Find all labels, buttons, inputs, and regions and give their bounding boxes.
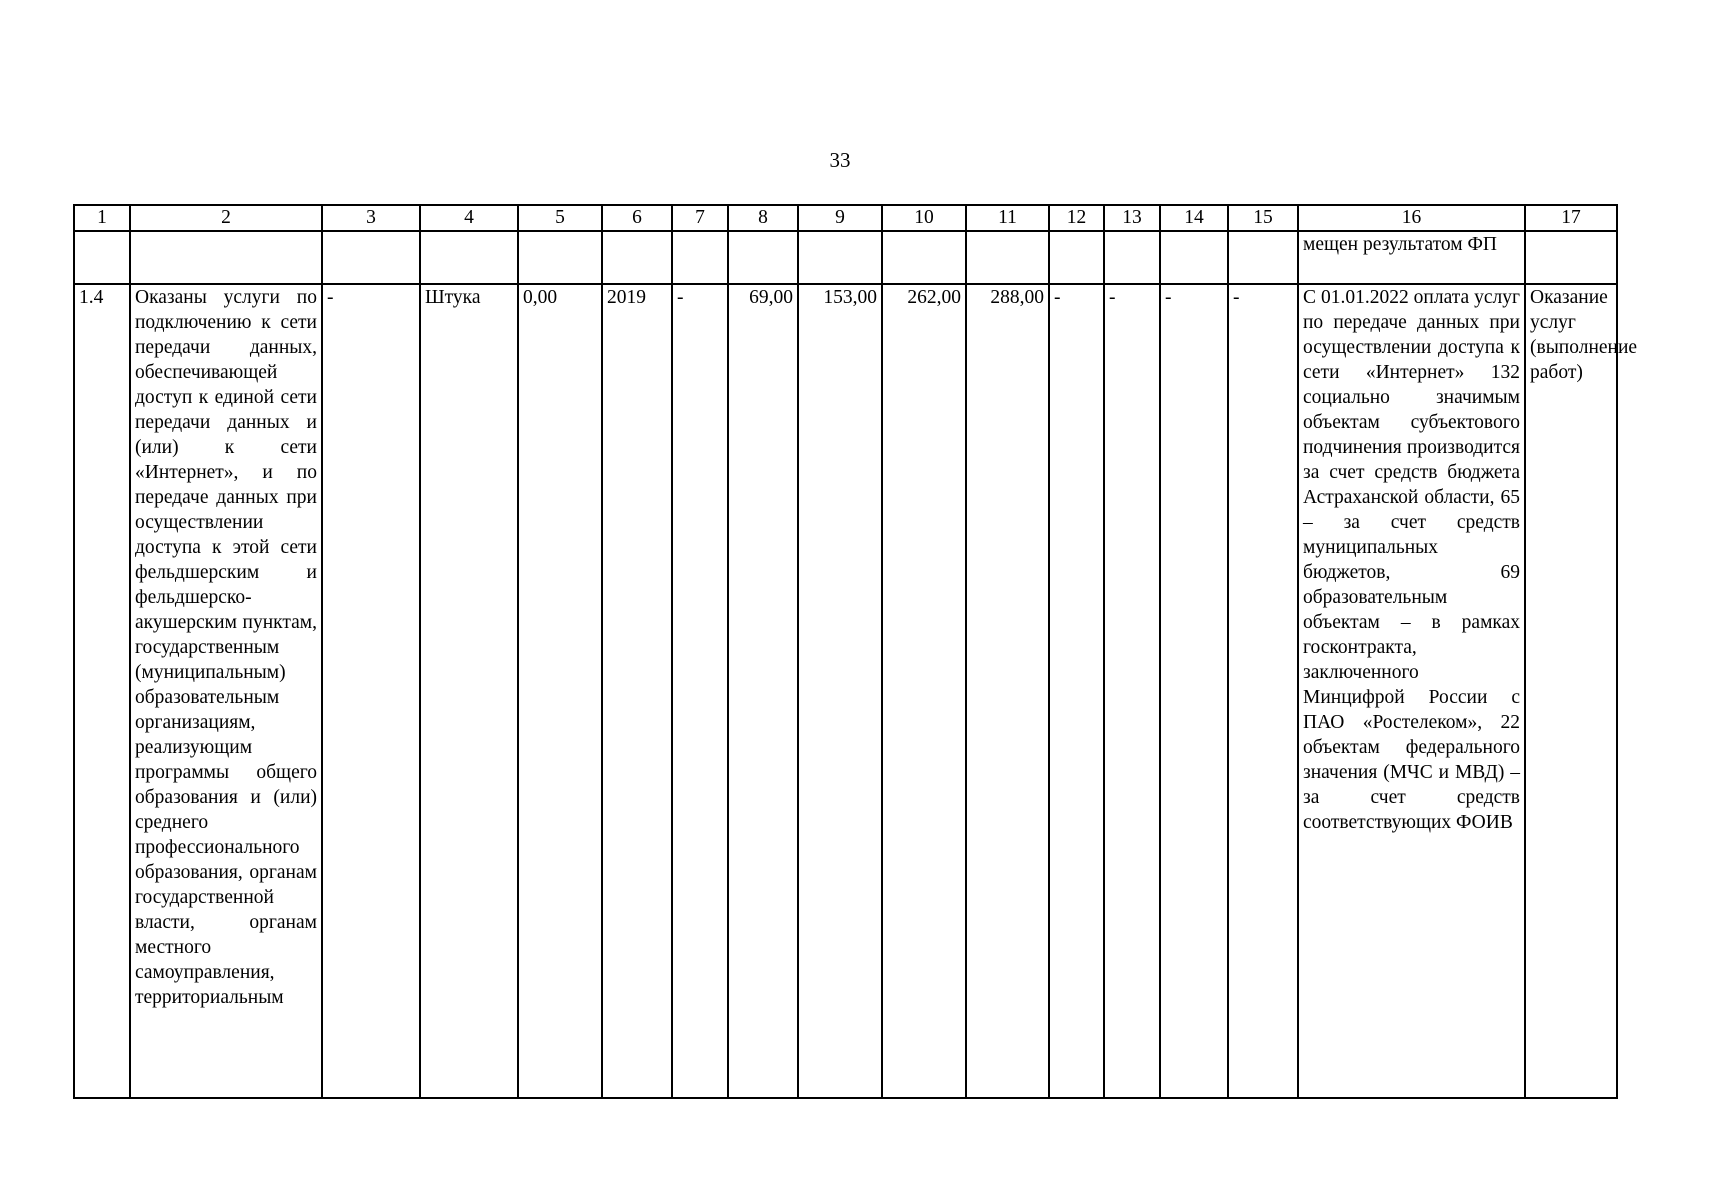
cell-3: -: [322, 284, 420, 1098]
continuation-note: мещен результатом ФП: [1298, 231, 1525, 284]
col-header: 10: [882, 205, 966, 231]
unit-of-measure: Штука: [420, 284, 518, 1098]
col-header: 3: [322, 205, 420, 231]
col-header: 4: [420, 205, 518, 231]
value-col-10: 262,00: [882, 284, 966, 1098]
col-header: 8: [728, 205, 798, 231]
cell-12: -: [1049, 284, 1104, 1098]
row-number: 1.4: [74, 284, 130, 1098]
table-row: [74, 284, 1617, 1098]
page-number: 33: [829, 148, 851, 172]
result-type: Оказание услуг (выполнение работ): [1525, 284, 1617, 1098]
col-header: 14: [1160, 205, 1228, 231]
cell-7: -: [672, 284, 728, 1098]
col-header: 6: [602, 205, 672, 231]
col-header: 5: [518, 205, 602, 231]
col-header: 12: [1049, 205, 1104, 231]
col-header: 15: [1228, 205, 1298, 231]
comment-cell: С 01.01.2022 оплата услуг по передаче данных при осуществлении доступа к сети «Интернет» 132 социально значимым объектам субъектового подчинения производится за счет средств бюджета Астраханской области, 65 – за счет средств муниципальных бюджетов, 69 образовательным объектам – в рамках госконтракта, заключенного Минцифрой России с ПАО «Ростелеком», 22 объектам федерального значения (МЧС и МВД) – за счет средств соответствующих ФОИВ: [1298, 284, 1525, 1098]
col-header: 9: [798, 205, 882, 231]
column-number-row: [74, 205, 1617, 231]
result-description: Оказаны услуги по подключению к сети передачи данных, обеспечивающей доступ к единой сети передачи данных и (или) к сети «Интернет», и по передаче данных при осуществлении доступа к этой сети фельдшерским и фельдшерско-акушерским пунктам, государственным (муниципальным) образовательным организациям, реализующим программы общего образования и (или) среднего профессионального образования, органам государственной власти, органам местного самоуправления, территориальным: [130, 284, 322, 1098]
cell-13: -: [1104, 284, 1160, 1098]
value-col-8: 69,00: [728, 284, 798, 1098]
col-header: 2: [130, 205, 322, 231]
value-col-11: 288,00: [966, 284, 1049, 1098]
value-col-9: 153,00: [798, 284, 882, 1098]
col-header: 11: [966, 205, 1049, 231]
base-value: 0,00: [518, 284, 602, 1098]
col-header: 7: [672, 205, 728, 231]
base-year: 2019: [602, 284, 672, 1098]
cell-15: -: [1228, 284, 1298, 1098]
col-header: 16: [1298, 205, 1525, 231]
cell-14: -: [1160, 284, 1228, 1098]
col-header: 1: [74, 205, 130, 231]
continuation-row: [74, 231, 1617, 284]
col-header: 17: [1525, 205, 1617, 231]
col-header: 13: [1104, 205, 1160, 231]
data-table: [73, 204, 1638, 1099]
